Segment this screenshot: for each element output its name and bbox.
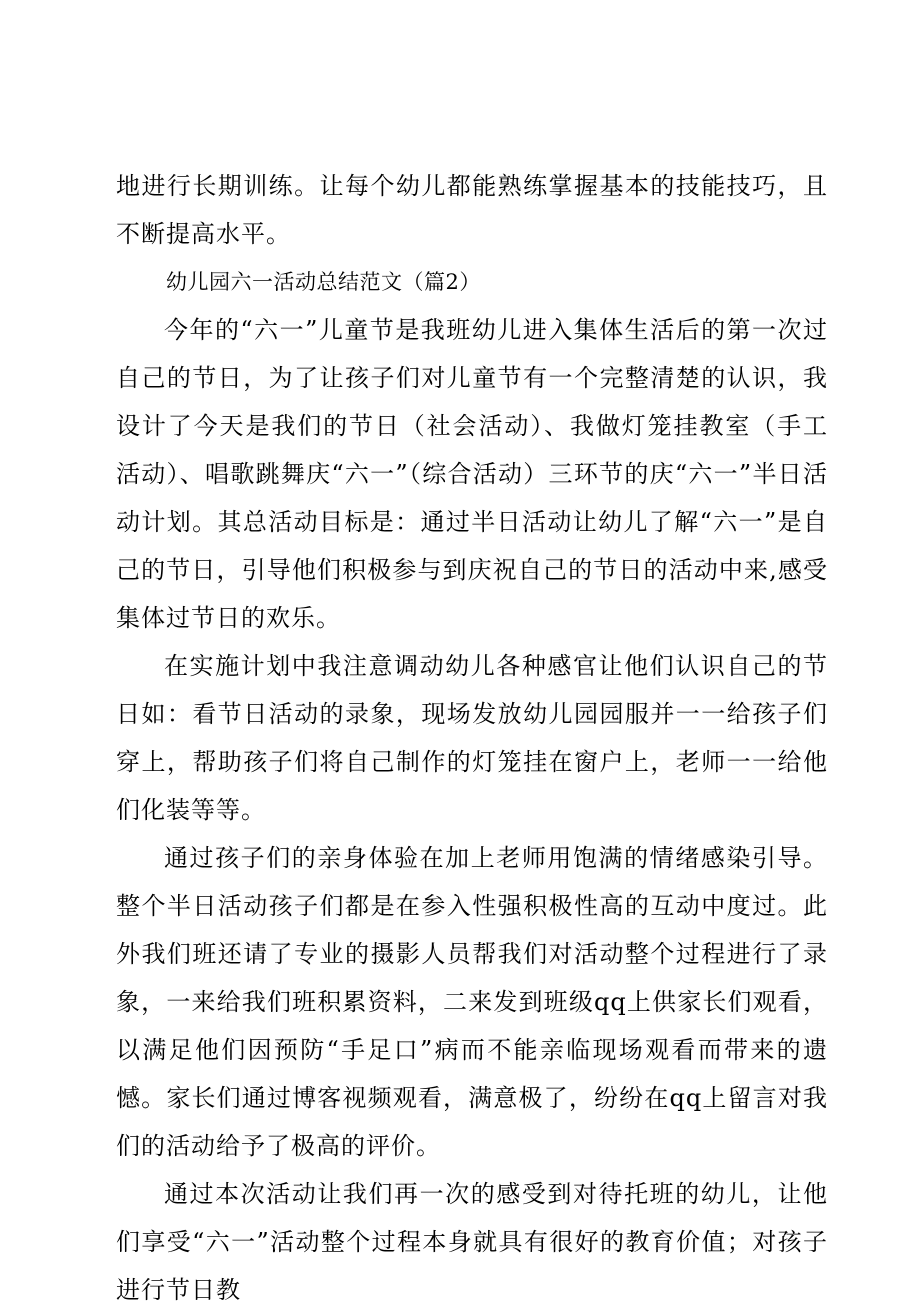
paragraph-implementation: 在实施计划中我注意调动幼儿各种感官让他们认识自己的节日如：看节日活动的录象，现场发放幼儿园园服并一一给孩子们穿上，帮助孩子们将自己制作的灯笼挂在窗户上，老师一一给他们化装等等。: [116, 652, 828, 824]
paragraph-experience: 通过孩子们的亲身体验在加上老师用饱满的情绪感染引导。整个半日活动孩子们都是在参入性强积极性高的互动中度过。此外我们班还请了专业的摄影人员帮我们对活动整个过程进行了录象，一来给我们班积累资料，二来发到班级qq上供家长们观看，以满足他们因预防“手足口”病而不能亲临现场观看而带来的遗憾。家长们通过博客视频观看，满意极了，纷纷在qq上留言对我们的活动给予了极高的评价。: [116, 844, 828, 1160]
document-body: [116, 162, 828, 1314]
paragraph-continuation: 地进行长期训练。让每个幼儿都能熟练掌握基本的技能技巧，且不断提高水平。: [116, 172, 828, 248]
paragraph-conclusion: 通过本次活动让我们再一次的感受到对待托班的幼儿，让他们享受“六一”活动整个过程本身就具有很好的教育价值；对孩子进行节日教: [116, 1180, 828, 1304]
section-heading: 幼儿园六一活动总结范文（篇2）: [166, 270, 481, 294]
paragraph-intro: 今年的“六一”儿童节是我班幼儿进入集体生活后的第一次过自己的节日，为了让孩子们对儿童节有一个完整清楚的认识，我设计了今天是我们的节日（社会活动）、我做灯笼挂教室（手工活动）、唱歌跳舞庆“六一”（综合活动）三环节的庆“六一”半日活动计划。其总活动目标是：通过半日活动让幼儿了解“六一”是自己的节日，引导他们积极参与到庆祝自己的节日的活动中来,感受集体过节日的欢乐。: [116, 316, 828, 632]
